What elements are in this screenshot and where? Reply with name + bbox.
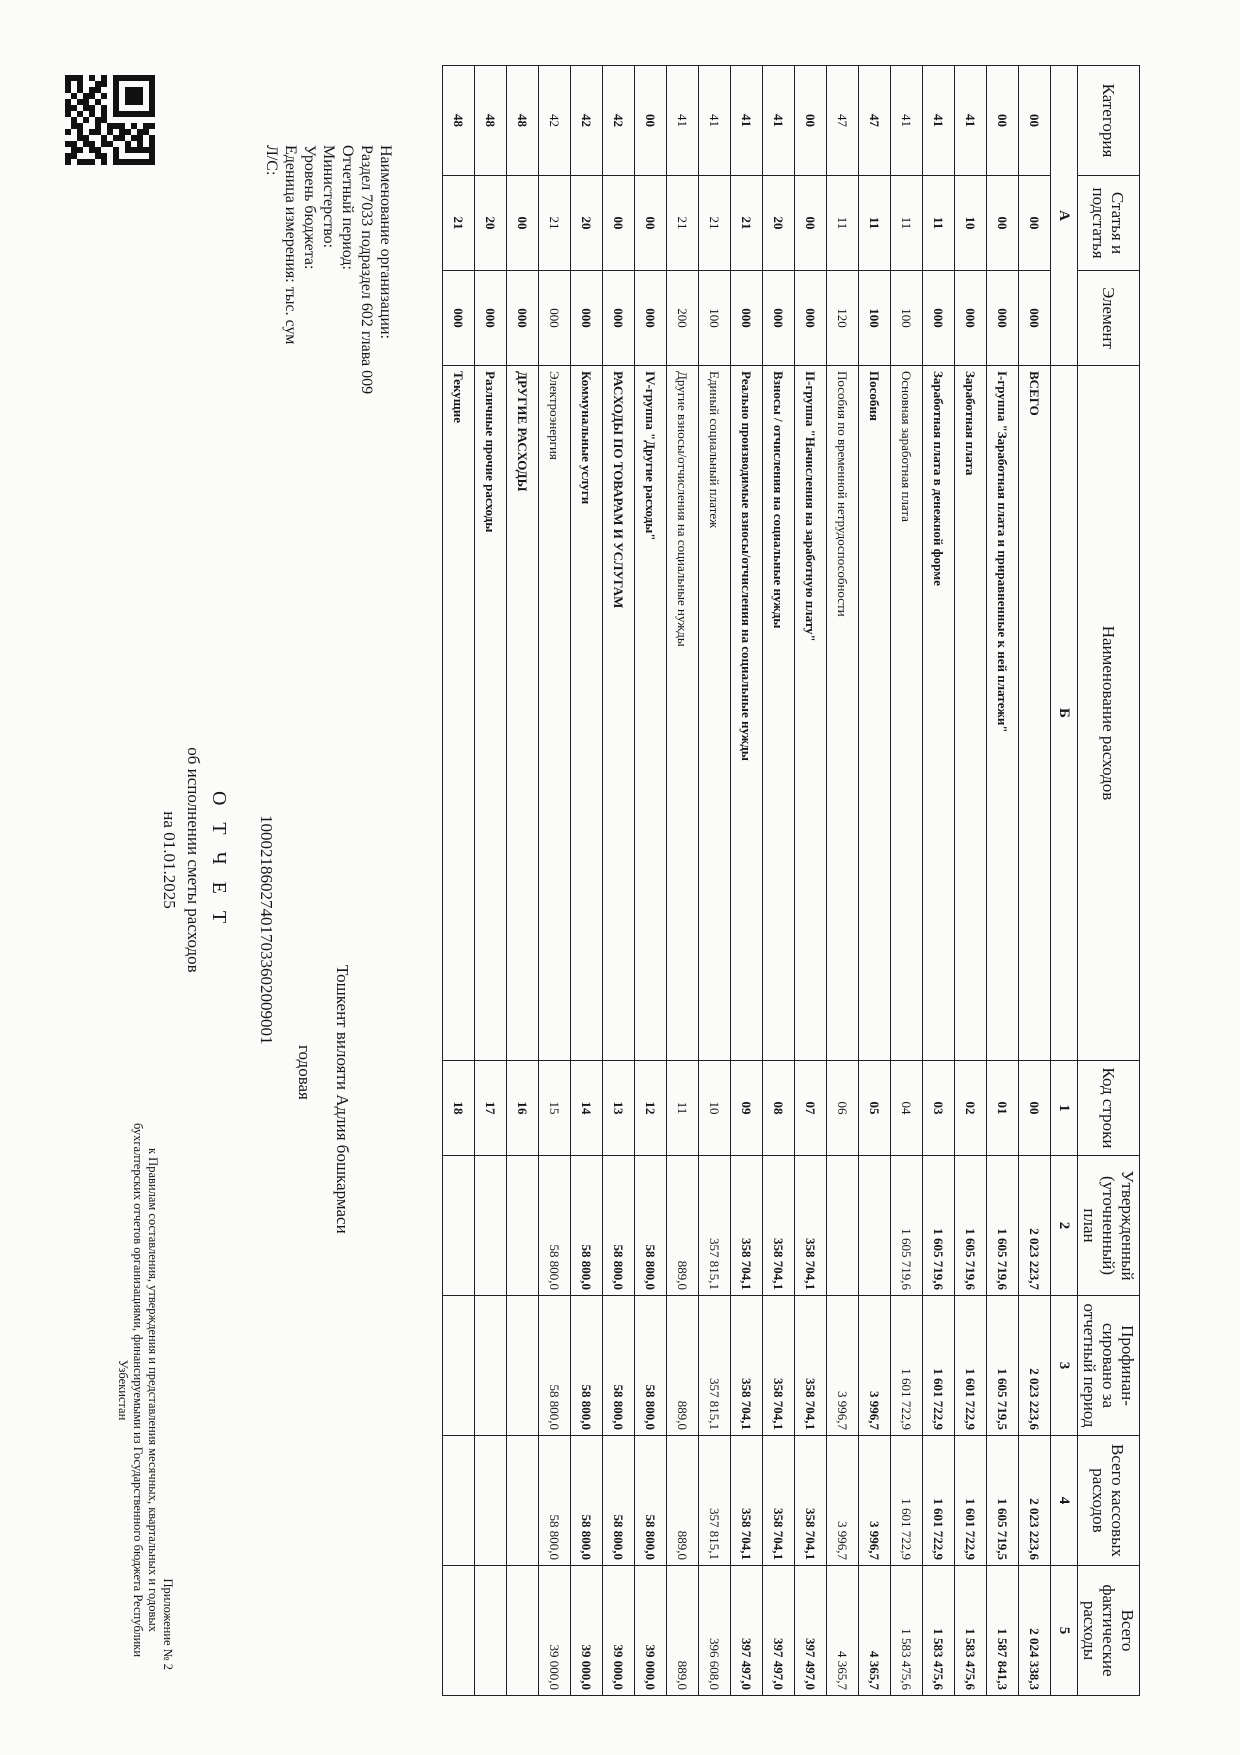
row-prefinanced: 1 601 722,9 (923, 1296, 955, 1436)
row-prefinanced: 1 601 722,9 (955, 1296, 987, 1436)
row-element: 100 (699, 271, 731, 366)
row-line-code: 12 (635, 1061, 667, 1156)
row-line-code: 09 (731, 1061, 763, 1156)
header-article: Статья и подстатья (1078, 176, 1140, 271)
report-title: О Т Ч Е Т (208, 790, 230, 930)
table-row (859, 66, 891, 1696)
row-article: 00 (987, 176, 1019, 271)
row-plan: 1 605 719,6 (987, 1156, 1019, 1296)
row-article: 10 (955, 176, 987, 271)
row-line-code: 02 (955, 1061, 987, 1156)
table-row (443, 66, 475, 1696)
row-prefinanced: 358 704,1 (731, 1296, 763, 1436)
row-category: 47 (859, 66, 891, 176)
row-line-code: 14 (571, 1061, 603, 1156)
row-article: 20 (475, 176, 507, 271)
row-category: 00 (1019, 66, 1051, 176)
row-actual-total: 39 000,0 (571, 1566, 603, 1696)
row-line-code: 01 (987, 1061, 1019, 1156)
table-row (507, 66, 539, 1696)
row-plan: 1 605 719,6 (923, 1156, 955, 1296)
table-header-row (1078, 66, 1140, 1696)
org-name-label: Наименование организации: (377, 145, 394, 340)
letter-b: Б (1051, 366, 1078, 1061)
row-actual-total: 4 365,7 (859, 1566, 891, 1696)
row-line-code: 11 (667, 1061, 699, 1156)
row-article: 11 (923, 176, 955, 271)
row-name: Взносы / отчисления на социальные нужды (763, 366, 795, 1061)
row-actual-total: 2 024 338,3 (1019, 1566, 1051, 1696)
row-line-code: 18 (443, 1061, 475, 1156)
row-element: 100 (859, 271, 891, 366)
row-category: 42 (603, 66, 635, 176)
row-prefinanced (443, 1296, 475, 1436)
row-article: 00 (635, 176, 667, 271)
expense-report-table (442, 65, 1140, 1696)
row-prefinanced: 358 704,1 (763, 1296, 795, 1436)
report-date: на 01.01.2025 (160, 811, 179, 909)
row-plan: 889,0 (667, 1156, 699, 1296)
row-element: 000 (507, 271, 539, 366)
row-article: 21 (699, 176, 731, 271)
table-row (603, 66, 635, 1696)
row-article: 21 (443, 176, 475, 271)
letter-4: 4 (1051, 1436, 1078, 1566)
row-plan: 357 815,1 (699, 1156, 731, 1296)
header-name: Наименование расходов (1078, 366, 1140, 1061)
row-name: РАСХОДЫ ПО ТОВАРАМ И УСЛУГАМ (603, 366, 635, 1061)
table-row (1019, 66, 1051, 1696)
row-cash-total: 3 996,7 (827, 1436, 859, 1566)
row-element: 000 (763, 271, 795, 366)
row-actual-total: 396 608,0 (699, 1566, 731, 1696)
row-element: 000 (923, 271, 955, 366)
row-cash-total: 889,0 (667, 1436, 699, 1566)
letter-a: А (1051, 66, 1078, 366)
row-line-code: 15 (539, 1061, 571, 1156)
row-actual-total (475, 1566, 507, 1696)
row-actual-total: 1 583 475,6 (891, 1566, 923, 1696)
row-plan: 1 605 719,6 (891, 1156, 923, 1296)
header-actual-total: Всего фактические расходы (1078, 1566, 1140, 1696)
row-plan: 358 704,1 (731, 1156, 763, 1296)
period-label: Отчетный период: (339, 145, 356, 270)
row-line-code: 13 (603, 1061, 635, 1156)
row-actual-total: 39 000,0 (635, 1566, 667, 1696)
row-plan (475, 1156, 507, 1296)
row-article: 00 (507, 176, 539, 271)
row-prefinanced (507, 1296, 539, 1436)
letter-3: 3 (1051, 1296, 1078, 1436)
table-row (891, 66, 923, 1696)
header-cash-total: Всего кассовых расходов (1078, 1436, 1140, 1566)
row-cash-total: 1 601 722,9 (955, 1436, 987, 1566)
row-name: Другие взносы/отчисления на социальные нужды (667, 366, 699, 1061)
row-name: Пособия (859, 366, 891, 1061)
row-category: 41 (699, 66, 731, 176)
row-prefinanced: 2 023 223,6 (1019, 1296, 1051, 1436)
table-row (795, 66, 827, 1696)
period-value: годовая (295, 1045, 314, 1100)
header-category: Категория (1078, 66, 1140, 176)
row-line-code: 06 (827, 1061, 859, 1156)
row-article: 11 (891, 176, 923, 271)
row-name: ДРУГИЕ РАСХОДЫ (507, 366, 539, 1061)
row-actual-total (507, 1566, 539, 1696)
row-category: 47 (827, 66, 859, 176)
header-plan: Утвержденный (уточненный) план (1078, 1156, 1140, 1296)
row-plan: 58 800,0 (635, 1156, 667, 1296)
row-element: 000 (1019, 271, 1051, 366)
table-row (475, 66, 507, 1696)
row-category: 42 (571, 66, 603, 176)
row-cash-total: 1 601 722,9 (891, 1436, 923, 1566)
row-article: 00 (603, 176, 635, 271)
row-article: 20 (763, 176, 795, 271)
row-plan (443, 1156, 475, 1296)
row-element: 000 (955, 271, 987, 366)
section-line: Раздел 7033 подраздел 602 глава 009 (358, 145, 375, 395)
account-label: Л/С: (263, 145, 280, 176)
letter-5: 5 (1051, 1566, 1078, 1696)
row-category: 41 (891, 66, 923, 176)
letter-1: 1 (1051, 1061, 1078, 1156)
row-actual-total: 4 365,7 (827, 1566, 859, 1696)
row-element: 000 (795, 271, 827, 366)
row-prefinanced: 358 704,1 (795, 1296, 827, 1436)
appendix-text: к Правилам составления, утверждения и представления месячных, квартальных и годовых бухгалтерских отчетов организациями, финансируемыми из Государственного бюджета Республики Узбекистан (116, 1122, 160, 1658)
row-actual-total: 397 497,0 (763, 1566, 795, 1696)
row-actual-total: 397 497,0 (795, 1566, 827, 1696)
row-actual-total: 397 497,0 (731, 1566, 763, 1696)
row-plan: 358 704,1 (763, 1156, 795, 1296)
row-cash-total (507, 1436, 539, 1566)
table-row (571, 66, 603, 1696)
row-prefinanced: 3 996,7 (827, 1296, 859, 1436)
row-category: 48 (507, 66, 539, 176)
table-letter-row (1051, 66, 1078, 1696)
qr-code-icon (65, 75, 155, 165)
row-prefinanced: 58 800,0 (539, 1296, 571, 1436)
row-prefinanced: 889,0 (667, 1296, 699, 1436)
row-article: 20 (571, 176, 603, 271)
row-cash-total: 58 800,0 (539, 1436, 571, 1566)
row-line-code: 08 (763, 1061, 795, 1156)
row-plan (507, 1156, 539, 1296)
row-plan (827, 1156, 859, 1296)
row-plan: 58 800,0 (571, 1156, 603, 1296)
row-prefinanced: 58 800,0 (603, 1296, 635, 1436)
row-plan: 2 023 223,7 (1019, 1156, 1051, 1296)
row-element: 000 (443, 271, 475, 366)
row-element: 120 (827, 271, 859, 366)
row-cash-total: 1 601 722,9 (923, 1436, 955, 1566)
row-line-code: 10 (699, 1061, 731, 1156)
row-article: 11 (827, 176, 859, 271)
row-name: II-группа "Начисления на заработную плату" (795, 366, 827, 1061)
table-row (667, 66, 699, 1696)
report-subtitle: об исполнении сметы расходов (184, 747, 203, 973)
row-cash-total: 58 800,0 (571, 1436, 603, 1566)
header-line-code: Код строки (1078, 1061, 1140, 1156)
org-values (238, 815, 352, 1465)
row-element: 200 (667, 271, 699, 366)
row-category: 00 (987, 66, 1019, 176)
table-row (955, 66, 987, 1696)
row-plan: 358 704,1 (795, 1156, 827, 1296)
row-actual-total: 39 000,0 (603, 1566, 635, 1696)
row-article: 21 (539, 176, 571, 271)
row-element: 000 (731, 271, 763, 366)
row-plan: 58 800,0 (539, 1156, 571, 1296)
row-element: 100 (891, 271, 923, 366)
row-prefinanced: 58 800,0 (571, 1296, 603, 1436)
row-category: 48 (475, 66, 507, 176)
row-cash-total (475, 1436, 507, 1566)
table-row (827, 66, 859, 1696)
row-name: Различные прочие расходы (475, 366, 507, 1061)
table-row (731, 66, 763, 1696)
budget-level-label: Уровень бюджета: (301, 145, 318, 270)
header-element: Элемент (1078, 271, 1140, 366)
unit-label: Еденица измерения: тыс. сум (282, 145, 299, 345)
row-category: 00 (795, 66, 827, 176)
row-name: I-группа "Заработная плата и приравненные к ней платежи" (987, 366, 1019, 1061)
row-article: 21 (731, 176, 763, 271)
row-cash-total: 58 800,0 (603, 1436, 635, 1566)
table-row (539, 66, 571, 1696)
table-row (923, 66, 955, 1696)
row-element: 000 (635, 271, 667, 366)
row-category: 42 (539, 66, 571, 176)
row-category: 48 (443, 66, 475, 176)
row-prefinanced: 58 800,0 (635, 1296, 667, 1436)
table-row (699, 66, 731, 1696)
row-actual-total: 889,0 (667, 1566, 699, 1696)
row-cash-total: 357 815,1 (699, 1436, 731, 1566)
org-name-value: Тошкент вилояти Адлия бошкармаси (333, 965, 352, 1234)
row-prefinanced (475, 1296, 507, 1436)
appendix-note (115, 1110, 175, 1670)
row-line-code: 04 (891, 1061, 923, 1156)
row-element: 000 (539, 271, 571, 366)
row-prefinanced: 3 996,7 (859, 1296, 891, 1436)
row-element: 000 (987, 271, 1019, 366)
row-line-code: 03 (923, 1061, 955, 1156)
row-name: Заработная плата в денежной форме (923, 366, 955, 1061)
row-name: Коммунальные услуги (571, 366, 603, 1061)
row-line-code: 16 (507, 1061, 539, 1156)
report-title-block (159, 670, 230, 1050)
row-actual-total: 1 583 475,6 (955, 1566, 987, 1696)
row-category: 00 (635, 66, 667, 176)
row-element: 000 (603, 271, 635, 366)
row-line-code: 00 (1019, 1061, 1051, 1156)
row-cash-total: 358 704,1 (763, 1436, 795, 1566)
row-element: 000 (571, 271, 603, 366)
row-plan (859, 1156, 891, 1296)
row-cash-total: 358 704,1 (795, 1436, 827, 1566)
row-name: Заработная плата (955, 366, 987, 1061)
row-category: 41 (731, 66, 763, 176)
appendix-number: Приложение № 2 (161, 1578, 175, 1670)
row-prefinanced: 357 815,1 (699, 1296, 731, 1436)
row-article: 00 (1019, 176, 1051, 271)
row-article: 21 (667, 176, 699, 271)
row-name: Текущие (443, 366, 475, 1061)
row-article: 11 (859, 176, 891, 271)
row-prefinanced: 1 605 719,5 (987, 1296, 1019, 1436)
ministry-label: Министерство: (320, 145, 337, 249)
row-article: 00 (795, 176, 827, 271)
row-cash-total: 58 800,0 (635, 1436, 667, 1566)
row-actual-total: 39 000,0 (539, 1566, 571, 1696)
row-cash-total: 2 023 223,6 (1019, 1436, 1051, 1566)
row-name: Основная заработная плата (891, 366, 923, 1061)
table-row (763, 66, 795, 1696)
table-row (635, 66, 667, 1696)
row-cash-total: 1 605 719,5 (987, 1436, 1019, 1566)
row-actual-total: 1 583 475,6 (923, 1566, 955, 1696)
row-name: IV-группа "Другие расходы" (635, 366, 667, 1061)
row-category: 41 (763, 66, 795, 176)
org-labels (262, 145, 395, 795)
row-line-code: 17 (475, 1061, 507, 1156)
row-name: Реально производимые взносы/отчисления на социальные нужды (731, 366, 763, 1061)
row-element: 000 (475, 271, 507, 366)
row-line-code: 05 (859, 1061, 891, 1156)
row-actual-total: 1 587 841,3 (987, 1566, 1019, 1696)
row-cash-total: 3 996,7 (859, 1436, 891, 1566)
row-category: 41 (667, 66, 699, 176)
row-line-code: 07 (795, 1061, 827, 1156)
row-name: Электроэнергия (539, 366, 571, 1061)
row-category: 41 (923, 66, 955, 176)
row-cash-total (443, 1436, 475, 1566)
row-plan: 58 800,0 (603, 1156, 635, 1296)
row-cash-total: 358 704,1 (731, 1436, 763, 1566)
row-prefinanced: 1 601 722,9 (891, 1296, 923, 1436)
row-category: 41 (955, 66, 987, 176)
row-name: Пособия по временной нетрудоспособности (827, 366, 859, 1061)
row-actual-total (443, 1566, 475, 1696)
row-plan: 1 605 719,6 (955, 1156, 987, 1296)
row-name: Единый социальный платеж (699, 366, 731, 1061)
row-name: ВСЕГО (1019, 366, 1051, 1061)
table-row (987, 66, 1019, 1696)
account-value: 100021860274017033602009001 (257, 815, 276, 1045)
header-prefinanced: Профинан-сировано за отчетный период (1078, 1296, 1140, 1436)
letter-2: 2 (1051, 1156, 1078, 1296)
